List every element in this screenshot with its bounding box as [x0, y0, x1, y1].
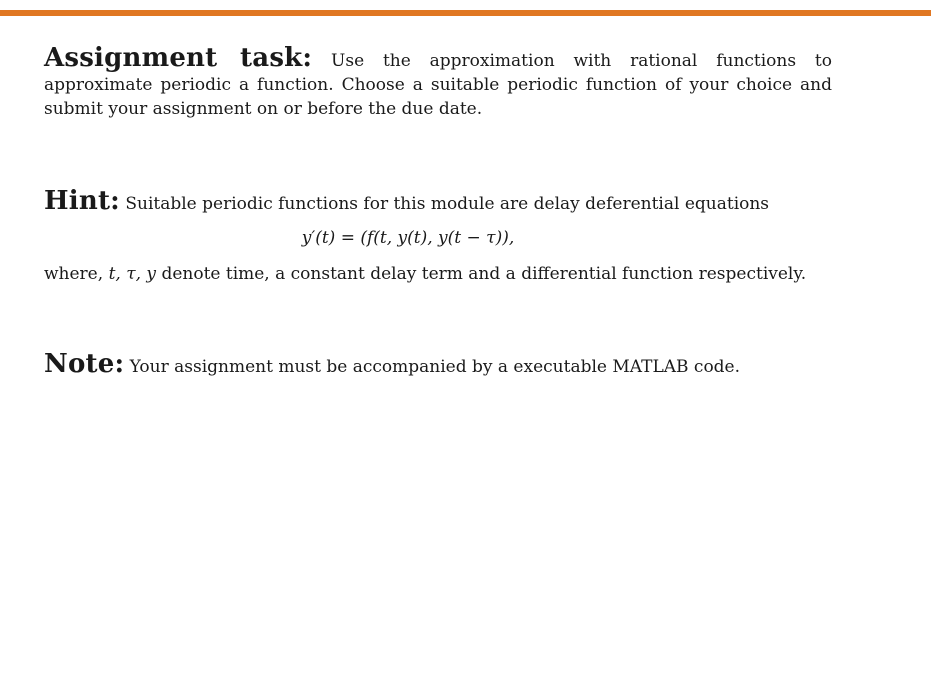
hint-paragraph	[44, 186, 832, 216]
assignment-task-paragraph	[44, 43, 832, 121]
where-prefix: where,	[44, 264, 104, 284]
hint-text: Suitable periodic functions for this module are delay deferential equations	[125, 194, 770, 214]
assignment-task-heading: Assignment task:	[44, 43, 313, 73]
where-paragraph	[44, 262, 832, 286]
top-accent-bar	[0, 10, 931, 16]
where-text: denote time, a constant delay term and a differential function respectively.	[161, 264, 807, 284]
note-text: Your assignment must be accompanied by a executable MATLAB code.	[129, 357, 741, 377]
document-body	[44, 43, 832, 379]
note-paragraph	[44, 349, 832, 379]
delay-equation: y′(t) = (f(t, y(t), y(t − τ)),	[301, 228, 515, 248]
note-heading: Note:	[44, 349, 125, 379]
hint-heading: Hint:	[44, 186, 120, 216]
assignment-task-text: Use the approximation with rational functions to approximate periodic a function. Choose a suitable periodic function of your choice and submit your assignment on or before the due date.	[44, 51, 832, 119]
where-variables: t, τ, y	[108, 264, 157, 284]
